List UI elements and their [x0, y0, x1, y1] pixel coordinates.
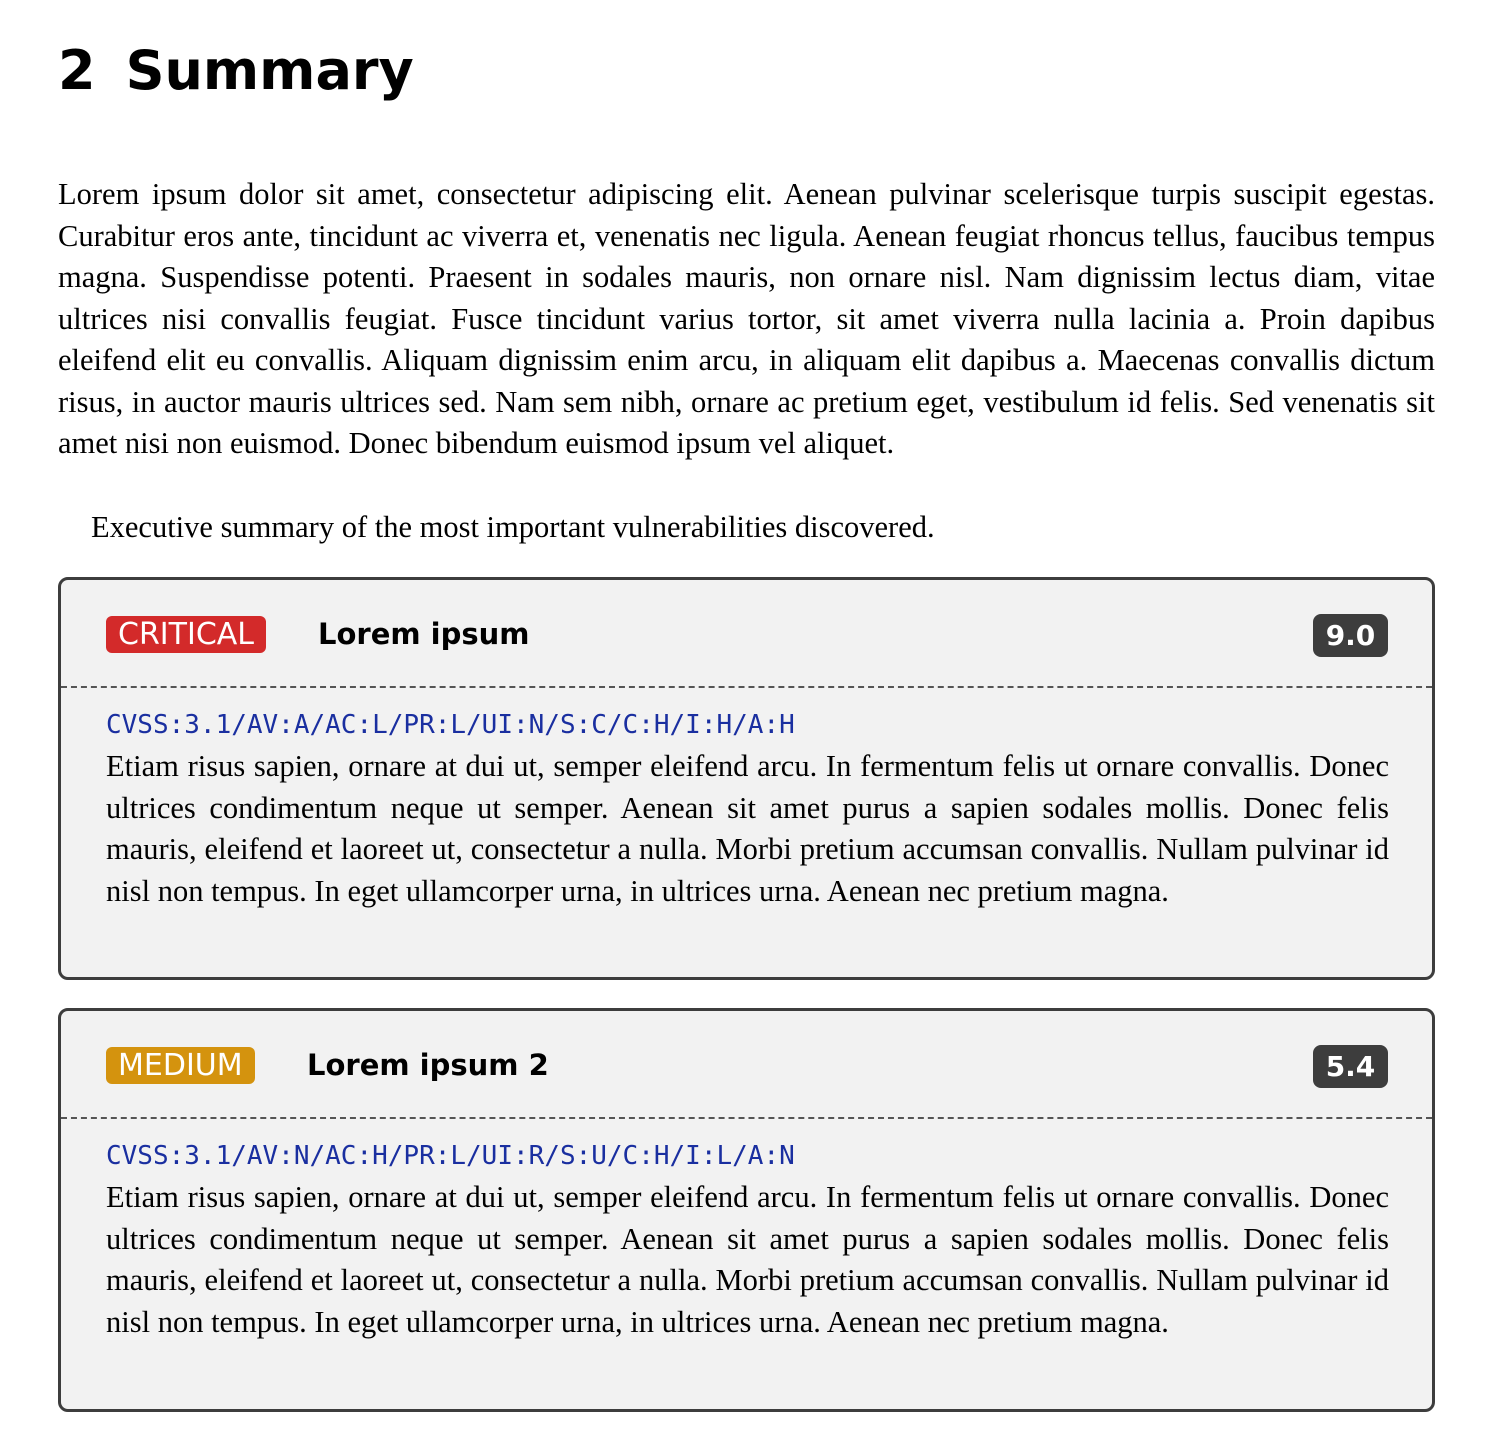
intro-paragraph: Lorem ipsum dolor sit amet, consectetur adipiscing elit. Aenean pulvinar scelerisque turpis suscipit egestas. Curabitur eros ante, tincidunt ac viverra et, venenatis nec ligula. Aenean feugiat rhoncus tellus, faucibus tempus magna. Suspendisse potenti. Praesent in sodales mauris, non ornare nisl. Nam dignissim lectus diam, vitae ultrices nisi convallis feugiat. Fusce tincidunt varius tortor, sit amet viverra nulla lacinia a. Proin dapibus eleifend elit eu convallis. Aliquam dignissim enim arcu, in aliquam elit dapibus a. Maecenas convallis dictum risus, in auctor mauris ultrices sed. Nam sem nibh, ornare ac pretium eget, vestibulum id felis. Sed venenatis sit amet nisi non euismod. Donec bibendum euismod ipsum vel aliquet.	[58, 177, 1435, 460]
cvss-vector: CVSS:3.1/AV:N/AC:H/PR:L/UI:R/S:U/C:H/I:L/A:N	[106, 1141, 795, 1171]
finding-title: Lorem ipsum 2	[307, 1048, 549, 1082]
cvss-score-badge: 9.0	[1313, 614, 1388, 657]
finding-header	[61, 580, 1432, 688]
finding-description: Etiam risus sapien, ornare at dui ut, semper eleifend arcu. In fermentum felis ut ornare convallis. Donec ultrices condimentum neque ut semper. Aenean sit amet purus a sapien sodales mollis. Donec felis mauris, eleifend et laoreet ut, consectetur a nulla. Morbi pretium accumsan convallis. Nullam pulvinar id nisl non tempus. In eget ullamcorper urna, in ultrices urna. Aenean nec pretium magna.	[106, 1180, 1389, 1339]
section-number: 2	[58, 39, 96, 102]
finding-description: Etiam risus sapien, ornare at dui ut, semper eleifend arcu. In fermentum felis ut ornare convallis. Donec ultrices condimentum neque ut semper. Aenean sit amet purus a sapien sodales mollis. Donec felis mauris, eleifend et laoreet ut, consectetur a nulla. Morbi pretium accumsan convallis. Nullam pulvinar id nisl non tempus. In eget ullamcorper urna, in ultrices urna. Aenean nec pretium magna.	[106, 749, 1389, 908]
section-title: Summary	[125, 39, 414, 102]
finding-header	[61, 1011, 1432, 1119]
finding-card	[58, 577, 1435, 980]
finding-body	[106, 1136, 1389, 1343]
executive-summary-text: Executive summary of the most important vulnerabilities discovered.	[91, 510, 935, 544]
cvss-vector: CVSS:3.1/AV:A/AC:L/PR:L/UI:N/S:C/C:H/I:H/A:H	[106, 710, 795, 740]
finding-card	[58, 1008, 1435, 1412]
finding-body	[106, 705, 1389, 912]
severity-badge: MEDIUM	[106, 1047, 255, 1084]
finding-title: Lorem ipsum	[318, 617, 530, 651]
cvss-score-badge: 5.4	[1313, 1045, 1388, 1088]
section-heading	[58, 36, 414, 106]
severity-badge: CRITICAL	[106, 616, 266, 653]
